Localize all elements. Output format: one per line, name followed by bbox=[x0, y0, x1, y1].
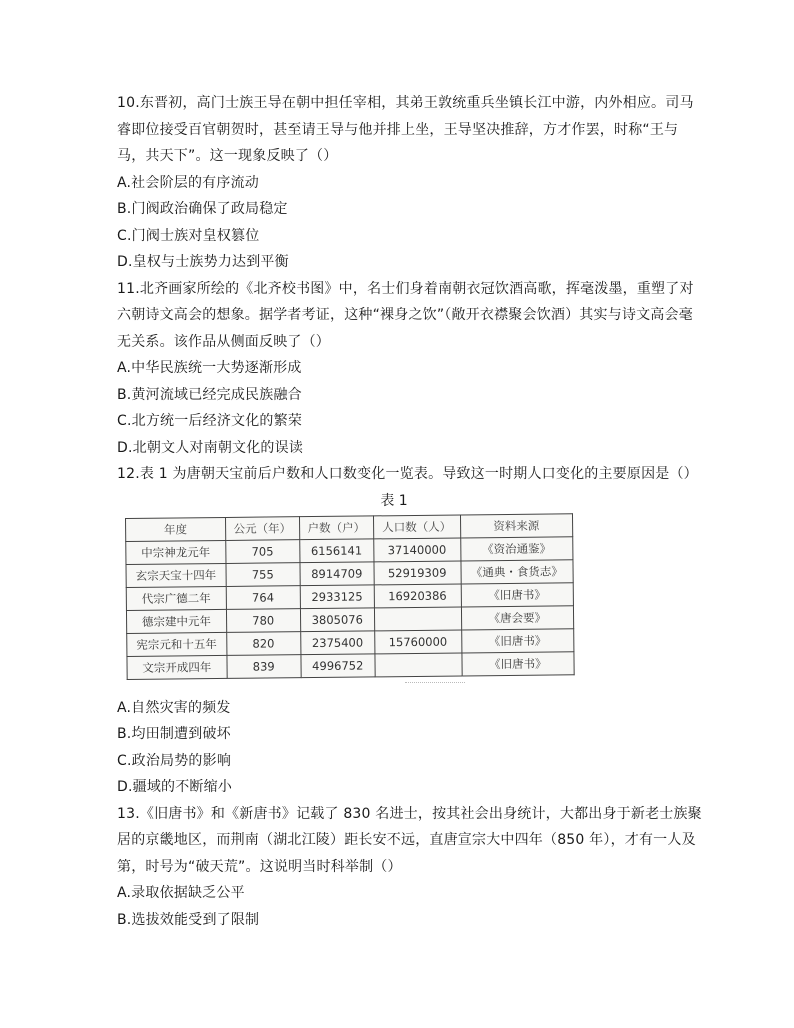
table-cell bbox=[375, 652, 462, 676]
question-11 bbox=[117, 276, 694, 462]
table-row bbox=[127, 651, 574, 679]
option-b: B.均田制遭到破坏 bbox=[117, 726, 231, 742]
population-table bbox=[125, 513, 575, 680]
table-cell: 755 bbox=[226, 562, 300, 586]
table-cell: 《通典・食货志》 bbox=[460, 559, 573, 583]
table-cell: 文宗开成四年 bbox=[127, 655, 227, 679]
header-households: 户数（户） bbox=[299, 515, 373, 539]
question-stem-line: 居的京畿地区，而荆南（湖北江陵）距长安不远，直唐宣宗大中四年（850 年），才有一人及 bbox=[117, 832, 696, 848]
table-cell: 16920386 bbox=[374, 583, 461, 607]
table-caption: 表 1 bbox=[380, 492, 408, 509]
option-d: D.疆域的不断缩小 bbox=[117, 779, 233, 795]
table-cell: 玄宗天宝十四年 bbox=[126, 563, 226, 587]
option-a: A.自然灾害的频发 bbox=[117, 699, 231, 716]
table-cell: 《旧唐书》 bbox=[461, 651, 574, 675]
table-cell: 《旧唐书》 bbox=[461, 628, 574, 652]
header-source: 资料来源 bbox=[460, 513, 573, 537]
question-stem-line: 马，共天下”。这一现象反映了（） bbox=[117, 148, 338, 164]
table-cell: 宪宗元和十五年 bbox=[127, 632, 227, 656]
table-cell: 《旧唐书》 bbox=[461, 582, 574, 606]
option-c: C.北方统一后经济文化的繁荣 bbox=[117, 413, 303, 429]
question-stem-line: 12.表 1 为唐朝天宝前后户数和人口数变化一览表。导致这一时期人口变化的主要原因是（） bbox=[117, 466, 698, 482]
option-a: A.社会阶层的有序流动 bbox=[117, 174, 259, 191]
header-ad-year: 公元（年） bbox=[225, 516, 299, 540]
table-cell: 4996752 bbox=[301, 653, 375, 677]
table-cell: 《唐会要》 bbox=[461, 605, 574, 629]
table-cell: 8914709 bbox=[300, 561, 374, 585]
question-13 bbox=[117, 801, 702, 934]
option-d: D.皇权与士族势力达到平衡 bbox=[117, 254, 289, 270]
table-cell: 3805076 bbox=[300, 607, 374, 631]
table-cell: 839 bbox=[227, 654, 301, 678]
question-stem-line: 10.东晋初，高门士族王导在朝中担任宰相，其弟王敦统重兵坐镇长江中游，内外相应。司马 bbox=[117, 95, 694, 111]
question-stem-line: 无关系。该作品从侧面反映了（） bbox=[117, 333, 330, 350]
table-cell: 764 bbox=[226, 585, 300, 609]
option-c: C.政治局势的影响 bbox=[117, 752, 232, 769]
option-a: A.中华民族统一大势逐渐形成 bbox=[117, 360, 302, 376]
option-d: D.北朝文人对南朝文化的误读 bbox=[117, 439, 304, 456]
table-cell: 德宗建中元年 bbox=[126, 609, 226, 633]
question-stem-line: 睿即位接受百官朝贺时，甚至请王导与他并排上坐，王导坚决推辞，方才作罢，时称“王与 bbox=[117, 121, 679, 138]
option-a: A.录取依据缺乏公平 bbox=[117, 885, 245, 901]
table-cell: 780 bbox=[226, 608, 300, 632]
table-cell: 代宗广德二年 bbox=[126, 586, 226, 610]
table-cell: 2933125 bbox=[300, 584, 374, 608]
question-stem-line: 第，时号为“破天荒”。这说明当时科举制（） bbox=[117, 858, 402, 875]
table-cell bbox=[374, 606, 461, 630]
scan-artifact bbox=[405, 682, 465, 689]
header-year-name: 年度 bbox=[126, 517, 226, 541]
question-stem-line: 六朝诗文高会的想象。据学者考证，这种“裸身之饮”（敞开衣襟聚会饮酒）其实与诗文高会毫 bbox=[117, 307, 693, 323]
question-stem-line: 11.北齐画家所绘的《北齐校书图》中，名士们身着南朝衣冠饮酒高歌，挥毫泼墨，重塑了对 bbox=[117, 280, 694, 297]
option-c: C.门阀士族对皇权篡位 bbox=[117, 227, 260, 244]
table-cell: 《资治通鉴》 bbox=[460, 536, 573, 560]
population-table-image bbox=[125, 518, 573, 689]
header-population: 人口数（人） bbox=[373, 514, 460, 538]
question-stem-line: 13.《旧唐书》和《新唐书》记载了 830 名进士，按其社会出身统计，大都出身于新老士族聚 bbox=[117, 805, 702, 822]
table-cell: 705 bbox=[225, 539, 299, 563]
table-cell: 中宗神龙元年 bbox=[126, 540, 226, 564]
table-cell: 15760000 bbox=[374, 629, 461, 653]
question-10 bbox=[117, 90, 694, 276]
option-b: B.门阀政治确保了政局稳定 bbox=[117, 201, 288, 217]
option-b: B.选拔效能受到了限制 bbox=[117, 911, 260, 928]
option-b: B.黄河流域已经完成民族融合 bbox=[117, 386, 302, 403]
table-cell: 6156141 bbox=[299, 538, 373, 562]
table-cell: 52919309 bbox=[374, 560, 461, 584]
exam-content bbox=[117, 90, 702, 933]
table-cell: 820 bbox=[226, 631, 300, 655]
question-12 bbox=[117, 461, 698, 801]
table-cell: 37140000 bbox=[373, 537, 460, 561]
table-cell: 2375400 bbox=[300, 630, 374, 654]
